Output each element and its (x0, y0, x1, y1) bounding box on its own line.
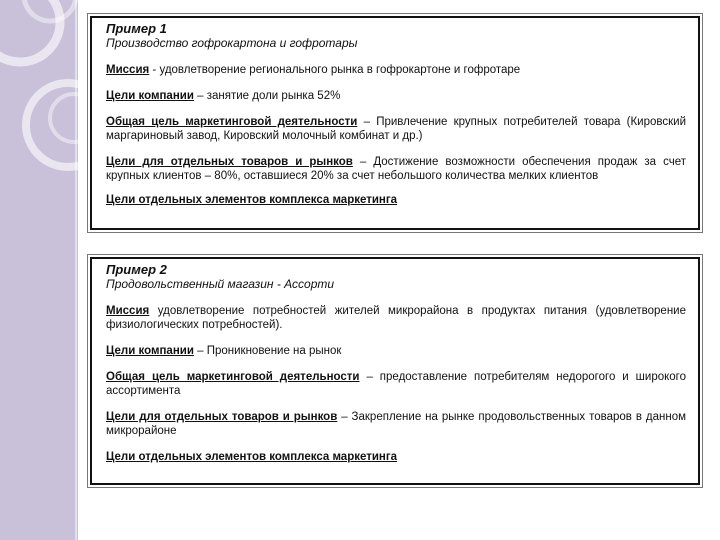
company-goals-text: – Проникновение на рынок (193, 345, 342, 357)
decorative-circles (0, 0, 78, 540)
mission-text: - удовлетворение регионального рынка в гофрокартоне и гофротаре (149, 64, 521, 76)
product-goals-text: – Достижение возможности обеспечения продаж за счет крупных клиентов – 80%, оставшиеся 20% за счет небольшого количества мелких клиентов (106, 156, 686, 181)
example-1-product-goals (106, 155, 686, 181)
decorative-sidebar (0, 0, 78, 540)
example-1-subtitle: Производство гофрокартона и гофротары (106, 36, 358, 50)
mission-label: Миссия (106, 64, 150, 76)
mix-goals-label: Цели отдельных элементов комплекса маркетинга (106, 451, 398, 463)
example-2-subtitle: Продовольственный магазин - Ассорти (106, 277, 335, 291)
example-1-mission (106, 63, 686, 77)
mission-label: Миссия (106, 305, 150, 317)
example-1-title: Пример 1 (106, 21, 167, 36)
mission-text: удовлетворение потребностей жителей микрорайона в продуктах питания (удовлетворение физиологических потребностей). (106, 305, 686, 331)
company-goals-label: Цели компании (106, 90, 194, 102)
product-goals-label: Цели для отдельных товаров и рынков (106, 156, 353, 168)
example-2-mission (106, 304, 686, 332)
example-2-panel (90, 257, 700, 485)
example-2-title: Пример 2 (106, 262, 167, 277)
example-2-marketing-goal (106, 370, 686, 398)
marketing-goal-label: Общая цель маркетинговой деятельности (106, 116, 358, 128)
example-2-company-goals (106, 344, 686, 358)
example-1-panel (90, 16, 700, 230)
example-1-company-goals (106, 89, 686, 103)
example-1-mix-goals (106, 193, 686, 207)
example-2-product-goals (106, 410, 686, 438)
example-1-marketing-goal (106, 115, 686, 143)
example-2-mix-goals (106, 450, 686, 464)
product-goals-label: Цели для отдельных товаров и рынков (106, 411, 338, 423)
mix-goals-label: Цели отдельных элементов комплекса маркетинга (106, 194, 398, 206)
marketing-goal-text: – предоставление потребителям недорогого и широкого ассортимента (106, 371, 687, 397)
product-goals-text: – Закрепление на рынке продовольственных товаров в данном микрорайоне (106, 411, 686, 437)
marketing-goal-label: Общая цель маркетинговой деятельности (106, 371, 360, 383)
marketing-goal-text: – Привлечение крупных потребителей товара (Кировский маргариновый завод, Кировский молочный комбинат и др.) (106, 116, 686, 142)
company-goals-text: – занятие доли рынка 52% (193, 90, 341, 102)
company-goals-label: Цели компании (106, 345, 194, 357)
